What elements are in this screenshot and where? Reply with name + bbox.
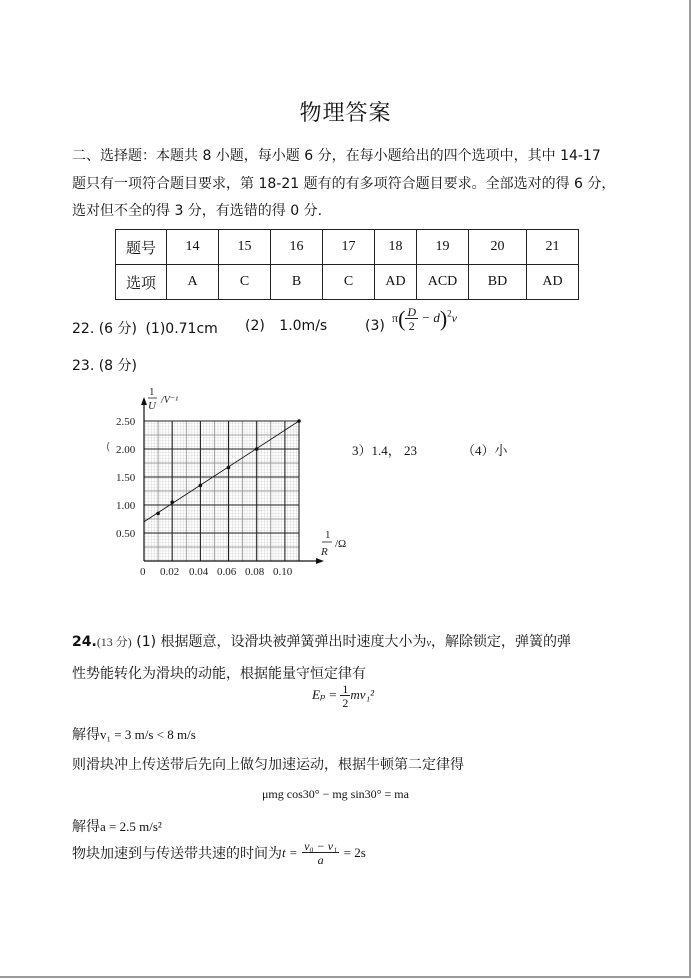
question-number-cell: 18 bbox=[375, 230, 417, 265]
table-row-answers bbox=[116, 265, 579, 300]
q22-part1: (1)0.71cm bbox=[145, 321, 218, 337]
answer-cell: A bbox=[167, 265, 219, 300]
q24-time-line bbox=[72, 840, 366, 866]
svg-text:0.10: 0.10 bbox=[273, 566, 293, 578]
question-number-cell: 14 bbox=[167, 230, 219, 265]
q24-part1-text: (1) 根据题意，设滑块被弹簧弹出时速度大小为 bbox=[136, 634, 427, 650]
eq1-lhs: Eₚ = bbox=[312, 686, 338, 702]
q23-part4-answer: （4）小 bbox=[462, 443, 508, 458]
row-label-number: 题号 bbox=[116, 230, 167, 265]
time-numerator: v₀ − v₁ bbox=[304, 839, 338, 853]
answer-table bbox=[115, 229, 579, 300]
svg-text:0: 0 bbox=[140, 566, 146, 578]
svg-text:/V⁻¹: /V⁻¹ bbox=[161, 395, 179, 406]
q23-label: 23. bbox=[72, 358, 95, 374]
q24-label: 24. bbox=[72, 634, 97, 650]
svg-text:2.00: 2.00 bbox=[116, 444, 136, 456]
q24-line1 bbox=[72, 631, 571, 651]
q22-score: (6 分) bbox=[98, 321, 137, 337]
q22-answer bbox=[72, 318, 218, 338]
time-denominator: a bbox=[317, 853, 324, 867]
answer-cell: AD bbox=[527, 265, 579, 300]
q23-score: (8 分) bbox=[98, 358, 137, 374]
q24-newton-line: 则滑块冲上传送带后先向上做匀加速运动，根据牛顿第二定律得 bbox=[72, 757, 464, 773]
svg-text:R: R bbox=[321, 546, 328, 558]
row-label-answer: 选项 bbox=[116, 265, 167, 300]
q23-graph bbox=[108, 383, 358, 583]
q22-part2 bbox=[245, 318, 327, 334]
q24-energy-equation: Eₚ = $\frac{1}{2}$ mv₁² bbox=[312, 682, 374, 710]
question-number-cell: 17 bbox=[323, 230, 375, 265]
q24-score: (13 分) bbox=[96, 635, 132, 649]
q22-part2-label: (2) bbox=[245, 318, 265, 334]
q24-var-v: v bbox=[426, 638, 431, 649]
q22-part3-formula: π( $\frac{D}{2}$ − d)$^2$v bbox=[392, 305, 457, 333]
time-rhs: = 2s bbox=[343, 845, 366, 860]
question-number-cell: 16 bbox=[271, 230, 323, 265]
svg-text:0.50: 0.50 bbox=[116, 528, 136, 540]
svg-text:0.02: 0.02 bbox=[160, 566, 180, 578]
question-number-cell: 20 bbox=[469, 230, 527, 265]
svg-text:1: 1 bbox=[149, 386, 155, 398]
answer-cell: C bbox=[219, 265, 271, 300]
q22-label: 22. bbox=[72, 321, 95, 337]
svg-text:0.06: 0.06 bbox=[217, 566, 237, 578]
svg-text:0.08: 0.08 bbox=[245, 566, 265, 578]
page-title: 物理答案 bbox=[299, 101, 392, 126]
eq1-rhs: mv₁² bbox=[350, 686, 374, 702]
section2-instructions-line2: 题只有一项符合题目要求，第 18-21 题有的有多项符合题目要求。全部选对的得 6 分， bbox=[72, 176, 616, 192]
answer-cell: AD bbox=[375, 265, 417, 300]
svg-text:2.50: 2.50 bbox=[116, 416, 136, 428]
answer-cell: BD bbox=[469, 265, 527, 300]
section2-instructions-line3: 选对但不全的得 3 分，有选错的得 0 分. bbox=[72, 203, 323, 219]
q24-newton-equation: μmg cos30° − mg sin30° = ma bbox=[262, 787, 409, 801]
q23-heading bbox=[72, 355, 137, 375]
x-axis-arrow-icon bbox=[316, 558, 324, 564]
answer-cell: C bbox=[323, 265, 375, 300]
sol1-prefix: 解得 bbox=[72, 727, 100, 743]
sol2-value: a = 2.5 m/s² bbox=[100, 819, 162, 834]
q23-part1-marker: ( bbox=[106, 440, 111, 453]
svg-text:0.04: 0.04 bbox=[189, 566, 209, 578]
answer-cell: B bbox=[271, 265, 323, 300]
table-row-numbers bbox=[116, 230, 579, 265]
q24-line2: 性势能转化为滑块的动能，根据能量守恒定律有 bbox=[72, 666, 366, 682]
time-prefix: 物块加速到与传送带共速的时间为 bbox=[72, 846, 282, 862]
q24-solution-a bbox=[72, 816, 162, 836]
question-number-cell: 15 bbox=[219, 230, 271, 265]
q22-part2-value: 1.0m/s bbox=[279, 318, 328, 334]
svg-text:1.50: 1.50 bbox=[116, 472, 136, 484]
svg-text:1: 1 bbox=[325, 529, 331, 541]
sol1-value: v₁ = 3 m/s < 8 m/s bbox=[100, 727, 196, 742]
y-axis-arrow-icon bbox=[141, 397, 147, 405]
section2-instructions-line1: 二、选择题：本题共 8 小题，每小题 6 分，在每小题给出的四个选项中，其中 14-17 bbox=[72, 148, 601, 164]
answer-cell: ACD bbox=[417, 265, 469, 300]
q24-part1-text-end: ，解除锁定，弹簧的弹 bbox=[431, 634, 571, 650]
question-number-cell: 21 bbox=[527, 230, 579, 265]
sol2-prefix: 解得 bbox=[72, 819, 100, 835]
q22-part3-label: (3) bbox=[365, 318, 385, 334]
q23-part3-answer: 3）1.4， 23 bbox=[352, 443, 418, 458]
q24-solution-v1 bbox=[72, 724, 196, 744]
svg-text:/Ω: /Ω bbox=[335, 538, 347, 550]
svg-text:U: U bbox=[148, 400, 156, 412]
question-number-cell: 19 bbox=[417, 230, 469, 265]
svg-text:1.00: 1.00 bbox=[116, 500, 136, 512]
time-lhs: t = bbox=[282, 845, 298, 860]
